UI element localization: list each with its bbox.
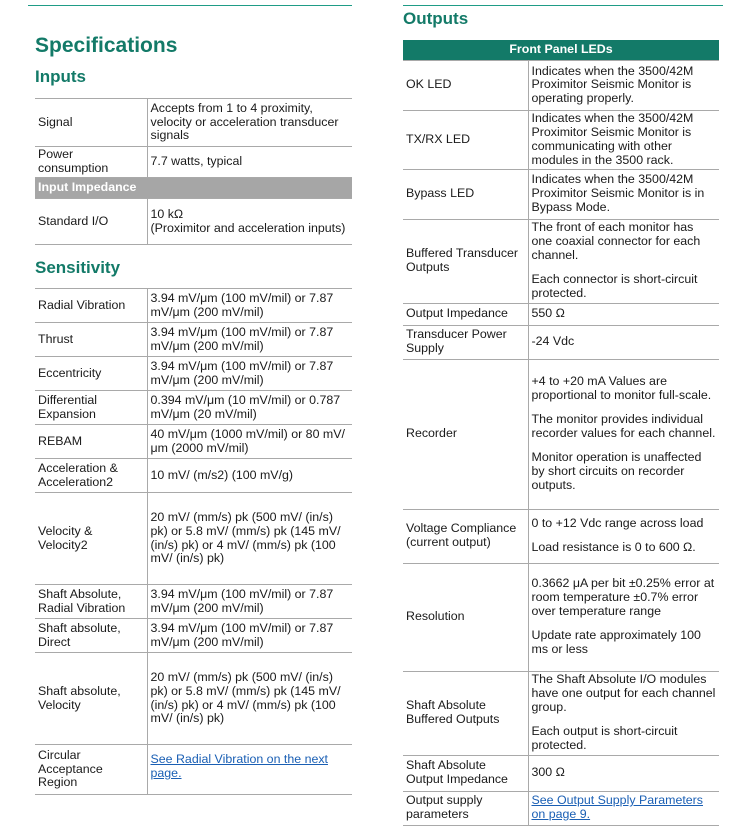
row-value (528, 509, 719, 563)
row-value: 3.94 mV/μm (100 mV/mil) or 7.87 mV/μm (200 mV/mil) (147, 323, 352, 357)
table-row (403, 325, 719, 359)
value-paragraph: Update rate approximately 100 ms or less (531, 627, 701, 656)
row-value: 0.394 mV/μm (10 mV/mil) or 0.787 mV/μm (20 mV/mil) (147, 391, 352, 425)
table-row (35, 585, 352, 619)
value-paragraph: Indicates when the 3500/42M Proximitor Seismic Monitor is communicating with other modules in the 3500 rack. (531, 110, 694, 167)
row-label: Resolution (403, 563, 528, 671)
row-label: Shaft Absolute Buffered Outputs (403, 671, 528, 755)
row-value: 10 mV/ (m/s2) (100 mV/g) (147, 459, 352, 493)
row-label: Eccentricity (35, 357, 147, 391)
table-row (35, 357, 352, 391)
table-row (403, 509, 719, 563)
table-row (35, 323, 352, 357)
row-label: Shaft absolute, Direct (35, 619, 147, 653)
table-row (35, 493, 352, 585)
table-row (403, 563, 719, 671)
row-label: Recorder (403, 359, 528, 509)
row-value (528, 303, 719, 325)
row-label: Velocity & Velocity2 (35, 493, 147, 585)
inputs-heading: Inputs (35, 67, 86, 86)
row-value (147, 199, 352, 245)
sensitivity-heading: Sensitivity (35, 258, 121, 277)
top-rule (28, 5, 352, 6)
value-paragraph: Monitor operation is unaffected by short circuits on recorder outputs. (531, 449, 702, 492)
row-label: Voltage Compliance (current output) (403, 509, 528, 563)
row-label: Radial Vibration (35, 289, 147, 323)
row-label: Differential Expansion (35, 391, 147, 425)
row-label: Circular Acceptance Region (35, 745, 147, 795)
row-value: Accepts from 1 to 4 proximity, velocity or acceleration transducer signals (147, 99, 352, 147)
page-title: Specifications (35, 34, 178, 57)
table-row (403, 219, 719, 303)
row-value (528, 563, 719, 671)
value-line: 10 kΩ (150, 206, 184, 221)
value-paragraph: Indicates when the 3500/42M Proximitor Seismic Monitor is in Bypass Mode. (531, 172, 705, 214)
value-line: (Proximitor and acceleration inputs) (150, 220, 346, 235)
value-paragraph: Indicates when the 3500/42M Proximitor Seismic Monitor is operating properly. (531, 63, 694, 106)
row-value: 40 mV/μm (1000 mV/mil) or 80 mV/μm (2000 mV/mil) (147, 425, 352, 459)
impedance-heading: Input Impedance (35, 178, 352, 199)
table-row (403, 755, 719, 791)
table-row (35, 425, 352, 459)
table-row (403, 110, 719, 169)
row-label: Output Impedance (403, 303, 528, 325)
table-row (35, 653, 352, 745)
output-supply-link[interactable]: See Output Supply Parameters on page 9. (531, 793, 703, 822)
table-row (35, 391, 352, 425)
table-row (403, 671, 719, 755)
table-row (35, 289, 352, 323)
value-paragraph: Load resistance is 0 to 600 Ω. (531, 540, 696, 555)
value-paragraph: Each connector is short-circuit protected. (531, 271, 698, 300)
row-label: Standard I/O (35, 199, 147, 245)
table-row (35, 99, 352, 147)
row-value (528, 791, 719, 825)
row-value (147, 745, 352, 795)
row-label: Buffered Transducer Outputs (403, 219, 528, 303)
outputs-heading: Outputs (403, 9, 469, 28)
row-label: Thrust (35, 323, 147, 357)
table-row (403, 169, 719, 219)
row-value: 3.94 mV/μm (100 mV/mil) or 7.87 mV/μm (200 mV/mil) (147, 357, 352, 391)
row-label: Bypass LED (403, 169, 528, 219)
row-value (528, 169, 719, 219)
table-row (35, 619, 352, 653)
table-row (35, 745, 352, 795)
row-label: Shaft Absolute, Radial Vibration (35, 585, 147, 619)
sensitivity-table (35, 288, 352, 795)
value-paragraph: +4 to +20 mA Values are proportional to monitor full-scale. (531, 374, 712, 403)
table-row (35, 459, 352, 493)
row-label: Signal (35, 99, 147, 147)
table-row (403, 60, 719, 110)
row-value: 3.94 mV/μm (100 mV/mil) or 7.87 mV/μm (200 mV/mil) (147, 289, 352, 323)
row-label: Transducer Power Supply (403, 325, 528, 359)
row-label: OK LED (403, 60, 528, 110)
top-rule (403, 5, 723, 6)
value-paragraph: -24 Vdc (531, 334, 575, 349)
value-paragraph: 550 Ω (531, 306, 565, 321)
row-label: Shaft Absolute Output Impedance (403, 755, 528, 791)
row-value (528, 60, 719, 110)
leds-subheader (403, 40, 719, 60)
row-label: REBAM (35, 425, 147, 459)
table-row (403, 791, 719, 825)
row-value: 7.7 watts, typical (147, 147, 352, 178)
row-value (528, 219, 719, 303)
row-value: 20 mV/ (mm/s) pk (500 mV/ (in/s) pk) or 5.8 mV/ (mm/s) pk (145 mV/ (in/s) pk) or 4 mV/ (mm/s) pk (100 mV/ (in/s) pk) (147, 653, 352, 745)
table-row (403, 303, 719, 325)
table-row (35, 199, 352, 245)
row-label: Power consumption (35, 147, 147, 178)
row-value (528, 359, 719, 509)
value-paragraph: 300 Ω (531, 765, 565, 780)
value-paragraph: The front of each monitor has one coaxial connector for each channel. (531, 220, 701, 263)
row-value (528, 755, 719, 791)
value-paragraph: 0 to +12 Vdc range across load (531, 516, 704, 531)
row-label: Shaft absolute, Velocity (35, 653, 147, 745)
row-label: TX/RX LED (403, 110, 528, 169)
value-paragraph: The Shaft Absolute I/O modules have one output for each channel group. (531, 672, 716, 715)
row-value (528, 671, 719, 755)
row-value (528, 325, 719, 359)
row-value: 20 mV/ (mm/s) pk (500 mV/ (in/s) pk) or 5.8 mV/ (mm/s) pk (145 mV/ (in/s) pk) or 4 mV/ (mm/s) pk (100 mV/ (in/s) pk) (147, 493, 352, 585)
value-paragraph: Each output is short-circuit protected. (531, 723, 678, 752)
table-row (35, 147, 352, 178)
radial-vibration-link[interactable]: See Radial Vibration on the next page. (150, 752, 328, 780)
row-value: 3.94 mV/μm (100 mV/mil) or 7.87 mV/μm (200 mV/mil) (147, 619, 352, 653)
value-paragraph: 0.3662 μA per bit ±0.25% error at room temperature ±0.7% error over temperature range (531, 576, 715, 619)
row-value: 3.94 mV/μm (100 mV/mil) or 7.87 mV/μm (200 mV/mil) (147, 585, 352, 619)
inputs-table (35, 98, 352, 245)
row-value (528, 110, 719, 169)
table-row (403, 359, 719, 509)
row-label: Output supply parameters (403, 791, 528, 825)
impedance-subheader (35, 178, 352, 199)
row-label: Acceleration & Acceleration2 (35, 459, 147, 493)
leds-heading: Front Panel LEDs (403, 40, 719, 60)
value-paragraph: The monitor provides individual recorder values for each channel. (531, 412, 716, 441)
outputs-table (403, 40, 719, 826)
